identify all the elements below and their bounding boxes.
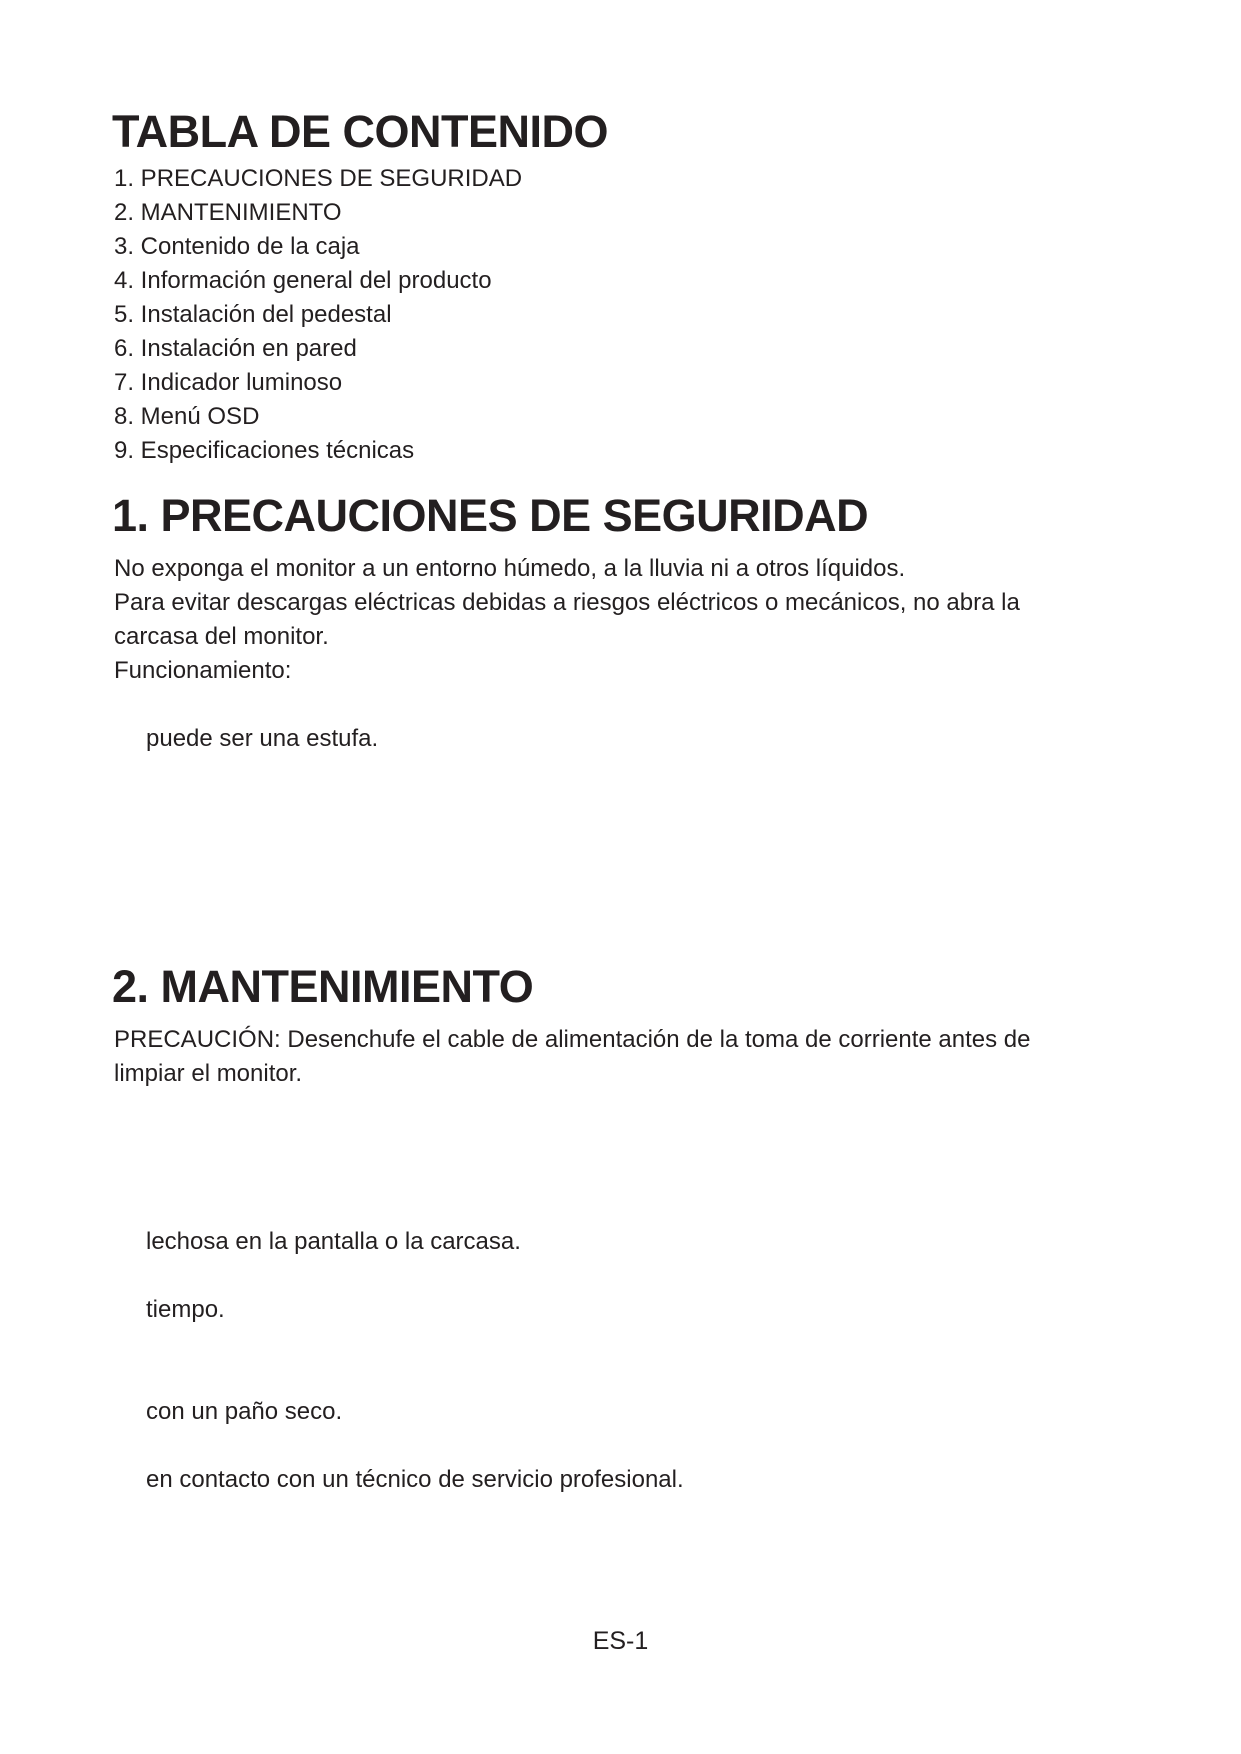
maintenance-fragment-2: tiempo. [146,1296,225,1323]
toc-item-6: 6. Instalación en pared [114,335,357,362]
maintenance-fragment-1: lechosa en la pantalla o la carcasa. [146,1228,521,1255]
toc-item-8: 8. Menú OSD [114,403,260,430]
maintenance-paragraph-2: limpiar el monitor. [114,1060,303,1087]
safety-paragraph-3: carcasa del monitor. [114,623,329,650]
maintenance-paragraph-1: PRECAUCIÓN: Desenchufe el cable de alimentación de la toma de corriente antes de [114,1026,1031,1053]
toc-list [114,162,522,468]
safety-paragraph-1: No exponga el monitor a un entorno húmedo, a la lluvia ni a otros líquidos. [114,555,906,582]
toc-item-1: 1. PRECAUCIONES DE SEGURIDAD [114,165,523,192]
toc-title: TABLA DE CONTENIDO [112,106,608,157]
toc-item-5: 5. Instalación del pedestal [114,301,392,328]
toc-item-7: 7. Indicador luminoso [114,369,343,396]
safety-heading: 1. PRECAUCIONES DE SEGURIDAD [112,490,869,541]
toc-item-4: 4. Información general del producto [114,267,492,294]
operation-label: Funcionamiento: [114,657,292,684]
maintenance-fragment-4: en contacto con un técnico de servicio profesional. [146,1466,684,1493]
safety-paragraph-2: Para evitar descargas eléctricas debidas a riesgos eléctricos o mecánicos, no abra la [114,589,1020,616]
safety-fragment-1: puede ser una estufa. [146,725,379,752]
toc-item-9: 9. Especificaciones técnicas [114,437,415,464]
page-number: ES-1 [592,1627,649,1655]
maintenance-heading: 2. MANTENIMIENTO [112,961,534,1012]
toc-item-3: 3. Contenido de la caja [114,233,360,260]
maintenance-fragment-3: con un paño seco. [146,1398,343,1425]
toc-item-2: 2. MANTENIMIENTO [114,199,342,226]
